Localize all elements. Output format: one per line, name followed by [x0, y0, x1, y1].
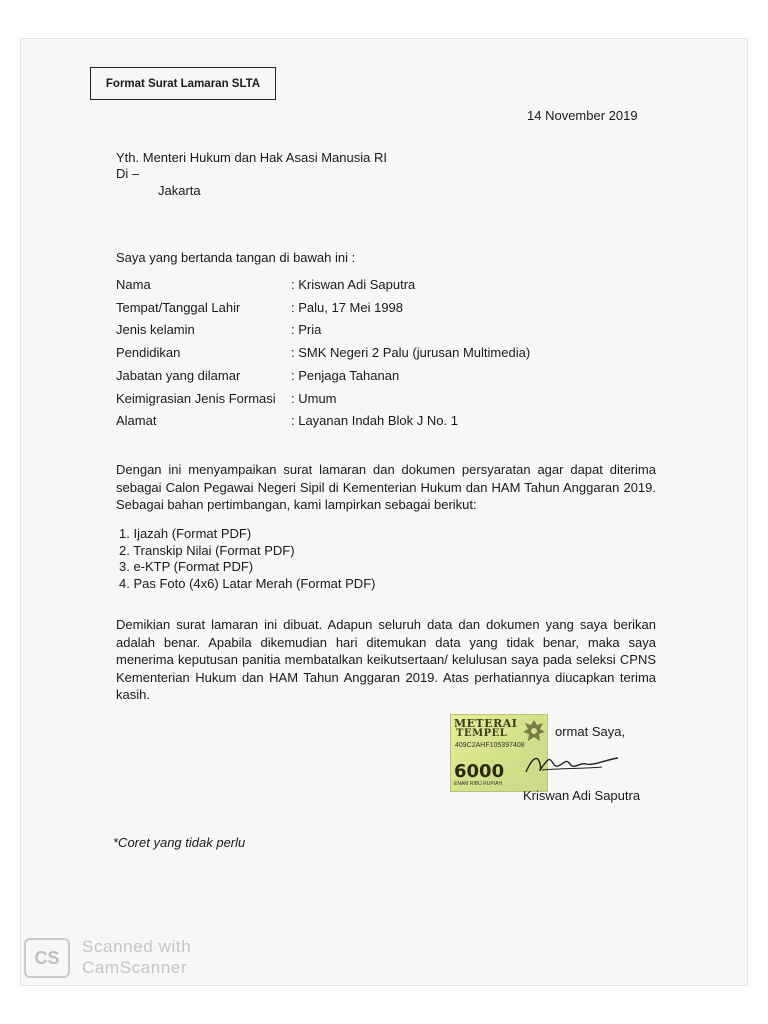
garuda-emblem-icon — [521, 717, 547, 745]
camscanner-logo-text: CS — [34, 947, 60, 968]
field-value-jabatan: : Penjaga Tahanan — [291, 368, 400, 383]
letter-date: 14 November 2019 — [527, 108, 638, 123]
paragraph-closing: Demikian surat lamaran ini dibuat. Adapun seluruh data dan dokumen yang saya berikan adalah benar. Apabila dikemudian hari ditemukan data yang tidak benar, maka saya menerima keputusan panitia membatalkan keikutsertaan/ kelulusan saya pada seleksi CPNS Kementerian Hukum dan HAM Tahun Anggaran 2019. Atas perhatiannya diucapkan terima kasih. — [116, 617, 656, 702]
watermark-line-1: Scanned with — [82, 937, 192, 956]
field-value-formasi: : Umum — [291, 391, 337, 406]
recipient-line-2: Di – — [116, 166, 140, 181]
paragraph-application: Dengan ini menyampaikan surat lamaran dan dokumen persyaratan agar dapat diterima sebagai Calon Pegawai Negeri Sipil di Kementerian Hukum dan HAM Tahun Anggaran 2019. Sebagai bahan pertimbangan, kami lampirkan sebagai berikut: — [116, 462, 656, 512]
stamp-caption: ENAM RIBU RUPIAH — [454, 781, 503, 787]
field-label-jenis-kelamin: Jenis kelamin — [116, 322, 195, 337]
signer-name: Kriswan Adi Saputra — [523, 788, 641, 803]
field-value-alamat: : Layanan Indah Blok J No. 1 — [291, 413, 458, 428]
field-label-ttl: Tempat/Tanggal Lahir — [116, 300, 241, 315]
recipient-line-3: Jakarta — [158, 183, 201, 198]
recipient-line-1: Yth. Menteri Hukum dan Hak Asasi Manusia RI — [116, 150, 387, 165]
field-value-ttl: : Palu, 17 Mei 1998 — [291, 300, 404, 315]
closing-salutation: ormat Saya, — [555, 724, 626, 739]
watermark-text — [82, 936, 191, 978]
field-value-pendidikan: : SMK Negeri 2 Palu (jurusan Multimedia) — [291, 345, 531, 360]
signature-icon — [522, 748, 622, 778]
stamp-text-tempel: TEMPEL — [456, 728, 508, 739]
field-value-jenis-kelamin: : Pria — [291, 322, 322, 337]
intro-text: Saya yang bertanda tangan di bawah ini : — [116, 250, 356, 265]
field-value-nama: : Kriswan Adi Saputra — [291, 277, 416, 292]
watermark-line-2: CamScanner — [82, 958, 188, 977]
camscanner-watermark — [24, 934, 224, 980]
camscanner-logo-icon — [24, 938, 70, 978]
attachment-item: 3. e-KTP (Format PDF) — [119, 559, 254, 574]
attachment-item: 2. Transkip Nilai (Format PDF) — [119, 542, 295, 558]
field-label-formasi: Keimigrasian Jenis Formasi — [116, 391, 276, 406]
footnote: *Coret yang tidak perlu — [113, 835, 246, 850]
field-label-alamat: Alamat — [116, 413, 157, 428]
attachment-list — [119, 526, 375, 592]
stamp-value: 6000 — [454, 761, 505, 782]
stamp-text-meterai: METERAI — [454, 717, 518, 730]
field-label-pendidikan: Pendidikan — [116, 345, 181, 360]
format-label: Format Surat Lamaran SLTA — [105, 77, 261, 90]
field-label-nama: Nama — [116, 277, 151, 292]
attachment-item: 1. Ijazah (Format PDF) — [119, 526, 252, 541]
field-label-jabatan: Jabatan yang dilamar — [116, 368, 241, 383]
attachment-item: 4. Pas Foto (4x6) Latar Merah (Format PDF) — [119, 575, 376, 591]
stamp-serial: 409C2AHF105397408 — [455, 742, 525, 749]
format-label-box — [90, 67, 276, 100]
